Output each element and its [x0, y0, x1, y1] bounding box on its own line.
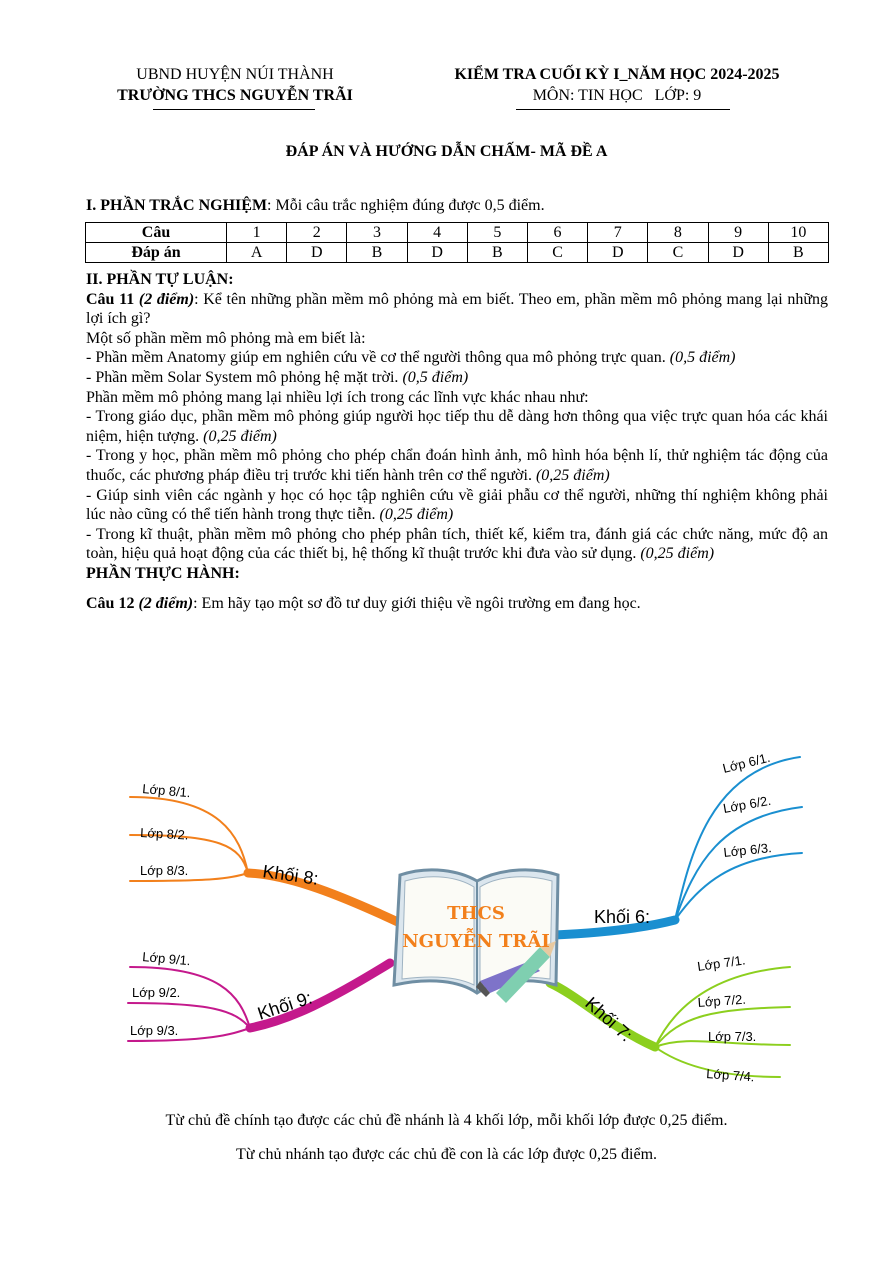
part1-heading-line [86, 196, 545, 216]
header-left [80, 64, 390, 106]
answer-line [86, 407, 828, 446]
essay-section [86, 270, 828, 613]
page-title: ĐÁP ÁN VÀ HƯỚNG DẪN CHẤM- MÃ ĐỀ A [285, 143, 608, 160]
answer-table [85, 222, 829, 263]
label-lop-7-4: Lớp 7/4. [705, 1066, 756, 1085]
answer-line [86, 486, 828, 525]
label-khoi-6: Khối 6: [594, 907, 651, 927]
points-note: (0,25 điểm) [379, 506, 454, 524]
table-cell: 9 [708, 223, 768, 243]
label-lop-9-2: Lớp 9/2. [132, 985, 181, 1000]
table-cell: C [648, 243, 708, 263]
branch-khoi-8 [130, 797, 400, 923]
answer-line: Một số phần mềm mô phỏng mà em biết là: [86, 329, 366, 347]
table-cell: 7 [588, 223, 648, 243]
row-header-answer: Đáp án [86, 243, 227, 263]
label-khoi-8: Khối 8: [261, 861, 320, 889]
subject-grade: MÔN: TIN HỌC LỚP: 9 [532, 87, 702, 104]
part2-heading: II. PHẦN TỰ LUẬN: [86, 271, 234, 288]
label-lop-6-2: Lớp 6/2. [721, 792, 773, 816]
q11-label: Câu 11 [86, 290, 135, 308]
table-row [86, 243, 829, 263]
table-cell: B [768, 243, 828, 263]
label-lop-7-2: Lớp 7/2. [697, 991, 747, 1010]
table-cell: 8 [648, 223, 708, 243]
label-lop-9-1: Lớp 9/1. [141, 949, 192, 969]
table-row [86, 223, 829, 243]
answer-text: - Trong y học, phần mềm mô phỏng cho phép chẩn đoán hình ảnh, mô hình hóa bệnh lí, thử nghiệm tác động của thuốc, các phương pháp điều trị trước khi tiến hành trên cơ thể người. [86, 447, 828, 484]
center-title-line1: THCS [447, 903, 505, 924]
school-name: TRƯỜNG THCS NGUYỄN TRÃI [117, 87, 353, 104]
table-cell: D [407, 243, 467, 263]
table-cell: 4 [407, 223, 467, 243]
points-note: (0,5 điểm) [402, 368, 469, 386]
table-cell: B [467, 243, 527, 263]
label-lop-9-3: Lớp 9/3. [130, 1023, 179, 1038]
label-lop-7-3: Lớp 7/3. [708, 1029, 757, 1044]
exam-title: KIỂM TRA CUỐI KỲ I_NĂM HỌC 2024-2025 [454, 66, 780, 83]
table-cell: 6 [527, 223, 587, 243]
q12-text: : Em hãy tạo một sơ đồ tư duy giới thiệu về ngôi trường em đang học. [193, 594, 641, 612]
table-cell: D [708, 243, 768, 263]
branch-khoi-7 [550, 967, 790, 1077]
label-lop-6-3: Lớp 6/3. [722, 840, 773, 860]
points-note: (0,5 điểm) [669, 349, 736, 367]
part1-note: : Mỗi câu trắc nghiệm đúng được 0,5 điểm. [267, 197, 545, 214]
table-cell: 10 [768, 223, 828, 243]
answer-text: - Trong giáo dục, phần mềm mô phỏng giúp người học tiếp thu dễ dàng hơn thông qua việc trực quan hóa các khái niệm, hiện tượng. [86, 408, 828, 445]
table-cell: A [227, 243, 287, 263]
row-header-question: Câu [86, 223, 227, 243]
answer-line [86, 525, 828, 564]
table-cell: C [527, 243, 587, 263]
answer-text: - Giúp sinh viên các ngành y học có học tập nghiên cứu về giải phẫu cơ thể người, những thí nghiệm không phải lúc nào cũng có thể tiến hành trong thực tiễn. [86, 486, 828, 524]
part1-heading: I. PHẦN TRẮC NGHIỆM [86, 197, 268, 214]
table-cell: D [588, 243, 648, 263]
school-mindmap [100, 735, 810, 1095]
q12-points: (2 điểm) [138, 594, 194, 612]
table-cell: D [287, 243, 347, 263]
part3-heading: PHẦN THỰC HÀNH: [86, 564, 240, 582]
header-right [410, 64, 824, 106]
label-khoi-9: Khối 9: [255, 987, 315, 1024]
points-note: (0,25 điểm) [640, 545, 715, 563]
answer-text: - Phần mềm Anatomy giúp em nghiên cứu về cơ thể người thông qua mô phỏng trực quan. [86, 349, 670, 367]
center-title-line2: NGUYỄN TRÃI [402, 931, 550, 952]
points-note: (0,25 điểm) [203, 427, 277, 445]
q11-line [86, 290, 828, 329]
label-lop-7-1: Lớp 7/1. [696, 952, 747, 974]
table-cell: B [347, 243, 407, 263]
q11-text: : Kể tên những phần mềm mô phỏng mà em biết. Theo em, phần mềm mô phỏng mang lại những lợi ích gì? [86, 290, 829, 328]
answer-text: - Trong kĩ thuật, phần mềm mô phỏng cho phép phân tích, thiết kế, kiểm tra, đánh giá các chức năng, mức độ an toàn, hiệu quả hoạt động của các thiết bị, hệ thống kĩ thuật trước khi đưa vào sử dụng. [86, 525, 828, 563]
answer-line [86, 348, 828, 368]
subject-underline [516, 109, 730, 110]
label-lop-8-1: Lớp 8/1. [141, 781, 192, 801]
answer-line [86, 368, 828, 388]
label-khoi-7: Khối 7: [581, 993, 637, 1046]
points-note: (0,25 điểm) [535, 466, 610, 484]
label-lop-8-2: Lớp 8/2. [139, 825, 189, 843]
footer-line-2: Từ chủ nhánh tạo được các chủ đề con là các lớp được 0,25 điểm. [235, 1146, 658, 1163]
q12-label: Câu 12 [86, 594, 135, 612]
school-underline [153, 109, 315, 110]
table-cell: 5 [467, 223, 527, 243]
table-cell: 2 [287, 223, 347, 243]
q11-points: (2 điểm) [138, 290, 195, 308]
answer-text: - Phần mềm Solar System mô phỏng hệ mặt trời. [86, 368, 403, 386]
answer-line: Phần mềm mô phỏng mang lại nhiều lợi ích trong các lĩnh vực khác nhau như: [86, 388, 589, 406]
table-cell: 3 [347, 223, 407, 243]
label-lop-8-3: Lớp 8/3. [140, 863, 189, 878]
label-lop-6-1: Lớp 6/1. [721, 749, 772, 776]
district-name: UBND HUYỆN NÚI THÀNH [136, 66, 334, 83]
q12-line [86, 594, 828, 614]
table-cell: 1 [227, 223, 287, 243]
footer-line-1: Từ chủ đề chính tạo được các chủ đề nhánh là 4 khối lớp, mỗi khối lớp được 0,25 điểm. [165, 1112, 728, 1129]
answer-line [86, 446, 828, 485]
